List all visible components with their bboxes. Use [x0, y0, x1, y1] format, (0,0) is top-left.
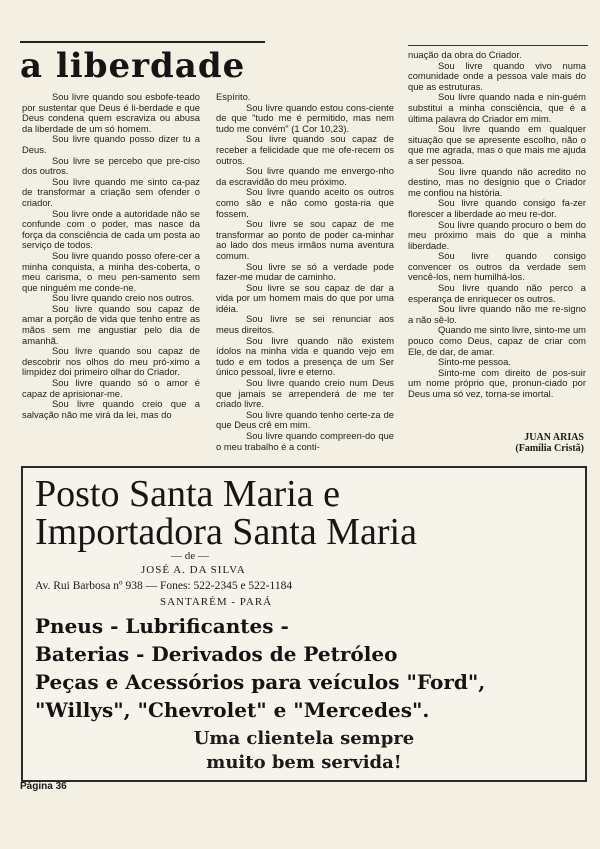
paragraph: Sou livre quando estou cons-ciente de que "tudo me é permitido, mas nem tudo me convém" (1 Cor 10,23). — [216, 101, 394, 134]
paragraph: Quando me sinto livre, sinto-me um pouco como Deus, capaz de criar com Ele, de dar, de amar. — [408, 324, 586, 357]
paragraph: Sou livre quando sou capaz de amar a porção de vida que tenho entre as mãos sem me angustiar pelo dia de amanhã. — [22, 302, 200, 346]
ad-owner-name: JOSÉ A. DA SILVA — [141, 564, 246, 576]
paragraph: Sou livre se sei renunciar aos meus direitos. — [216, 313, 394, 336]
paragraph: Sou livre quando não acredito no destino, mas no desígnio que o Criador me confiou na história. — [408, 165, 586, 198]
ad-business-name-line-2: Importadora Santa Maria — [35, 511, 417, 553]
ad-business-name-line-1: Posto Santa Maria e — [35, 473, 341, 515]
paragraph: Sou livre quando consigo convencer os outros da verdade sem vencê-los, nem humilhá-los. — [408, 250, 586, 283]
paragraph: Sou livre se sou capaz de me transformar ao ponto de poder ca-minhar ao lado dos meus irmãos numa aventura comum. — [216, 218, 394, 261]
paragraph: Sou livre quando não existem ídolos na minha vida e quando vejo em tudo e em todos a presença de um Ser único pessoal, livre e eterno. — [216, 334, 394, 378]
paragraph: Sou livre quando posso ofere-cer a minha conquista, a minha des-coberta, o meu carisma, o meu pen-samento sem que ninguém me conde-ne. — [22, 249, 200, 293]
advertisement-box — [21, 466, 587, 782]
article-column-1 — [22, 92, 200, 420]
paragraph: Sou livre quando vivo numa comunidade onde a pessoa vale mais do que as estruturas. — [408, 59, 586, 92]
paragraph: Sou livre quando não perco a esperança de enriquecer os outros. — [408, 282, 586, 304]
article-column-3 — [408, 50, 586, 400]
paragraph: Sou livre se só a verdade pode fazer-me mudar de caminho. — [216, 260, 394, 283]
author-source: (Família Cristã) — [515, 443, 584, 454]
paragraph: Sou livre onde a autoridade não se confunde com o poder, mas nasce da força da consciência de cada um posta ao serviço de todos. — [22, 207, 200, 251]
column-rule — [408, 45, 588, 46]
author-signature — [515, 432, 584, 454]
paragraph: Sou livre se percebo que pre-ciso dos outros. — [22, 154, 200, 177]
paragraph: Sou livre quando posso dizer tu a Deus. — [22, 133, 200, 155]
paragraph: Sou livre quando sou esbofe-teado por sustentar que Deus é li-berdade e que Deus condena quem escraviza ou abusa da liberdade de um só homem. — [22, 91, 200, 134]
paragraph: Sou livre quando me envergo-nho da escravidão do meu próximo. — [216, 165, 394, 187]
paragraph: Sou livre quando creio que a salvação não me virá da lei, mas do — [22, 398, 200, 420]
ad-city: SANTARÉM - PARÁ — [160, 596, 273, 608]
paragraph: Sou livre quando compreen-do que o meu trabalho é a conti- — [216, 430, 394, 452]
paragraph: Sinto-me pessoa. — [438, 356, 511, 368]
author-name: JUAN ARIAS — [524, 432, 584, 443]
paragraph: Sou livre quando tenho certe-za de que Deus crê em mim. — [216, 408, 394, 431]
ad-slogan-line-1: Uma clientela sempre — [193, 728, 415, 749]
title-rule — [20, 41, 265, 43]
paragraph: Sou livre quando consigo fa-zer florescer a liberdade ao meu re-dor. — [408, 197, 586, 219]
ad-de-label: — de — — [171, 550, 209, 562]
paragraph: Sou livre quando me sinto ca-paz de transformar a criação sem ofender o criador. — [22, 175, 200, 208]
paragraph: Sou livre quando em qualquer situação que se apresente escolho, não o que me agrada, mas o que mais me ajuda a ser pessoa. — [408, 123, 586, 166]
paragraph: Sou livre quando só o amor é capaz de aprisionar-me. — [22, 377, 200, 399]
paragraph: Sou livre quando creio nos outros. — [52, 292, 195, 304]
paragraph: Espírito. — [216, 91, 251, 102]
paragraph: Sou livre quando creio num Deus que jamais se arrependerá de me ter criado livre. — [216, 377, 394, 410]
paragraph: Sinto-me com direito de pos-suir um nome próprio que, pronun-ciado por Deus uma só vez, torna-se imortal. — [408, 366, 586, 399]
paragraph: Sou livre se sou capaz de dar a vida por um homem mais do que por uma idéia. — [216, 281, 394, 314]
paragraph: nuação da obra do Criador. — [408, 49, 522, 60]
paragraph: Sou livre quando sou capaz de receber a felicidade que me ofe-recem os outros. — [216, 133, 394, 166]
paragraph: Sou livre quando sou capaz de descobrir nos olhos do meu pró-ximo a limpidez doi primeiro olhar do Criador. — [22, 345, 200, 378]
paragraph: Sou livre quando aceito os outros como são e não como gosta-ria que fossem. — [216, 186, 394, 219]
paragraph: Sou livre quando nada e nin-guém substitui a minha consciência, que é a última palavra do Criador em mim. — [408, 91, 586, 124]
ad-products-line: Baterias - Derivados de Petróleo — [35, 642, 398, 666]
ad-address: Av. Rui Barbosa nº 938 — Fones: 522-2345 e 522-1184 — [35, 580, 293, 592]
article-title: a liberdade — [20, 46, 246, 86]
ad-slogan-line-2: muito bem servida! — [206, 752, 402, 773]
paragraph: Sou livre quando não me re-signo a não sê-lo. — [408, 303, 586, 325]
ad-products-line: Peças e Acessórios para veículos "Ford", — [35, 670, 486, 694]
page-number: Página 36 — [20, 781, 67, 792]
ad-products-line: Pneus - Lubrificantes - — [35, 614, 289, 638]
ad-products-line: "Willys", "Chevrolet" e "Mercedes". — [35, 698, 430, 722]
article-column-2 — [216, 92, 394, 452]
paragraph: Sou livre quando procuro o bem do meu próximo mais do que a minha liberdade. — [408, 218, 586, 251]
